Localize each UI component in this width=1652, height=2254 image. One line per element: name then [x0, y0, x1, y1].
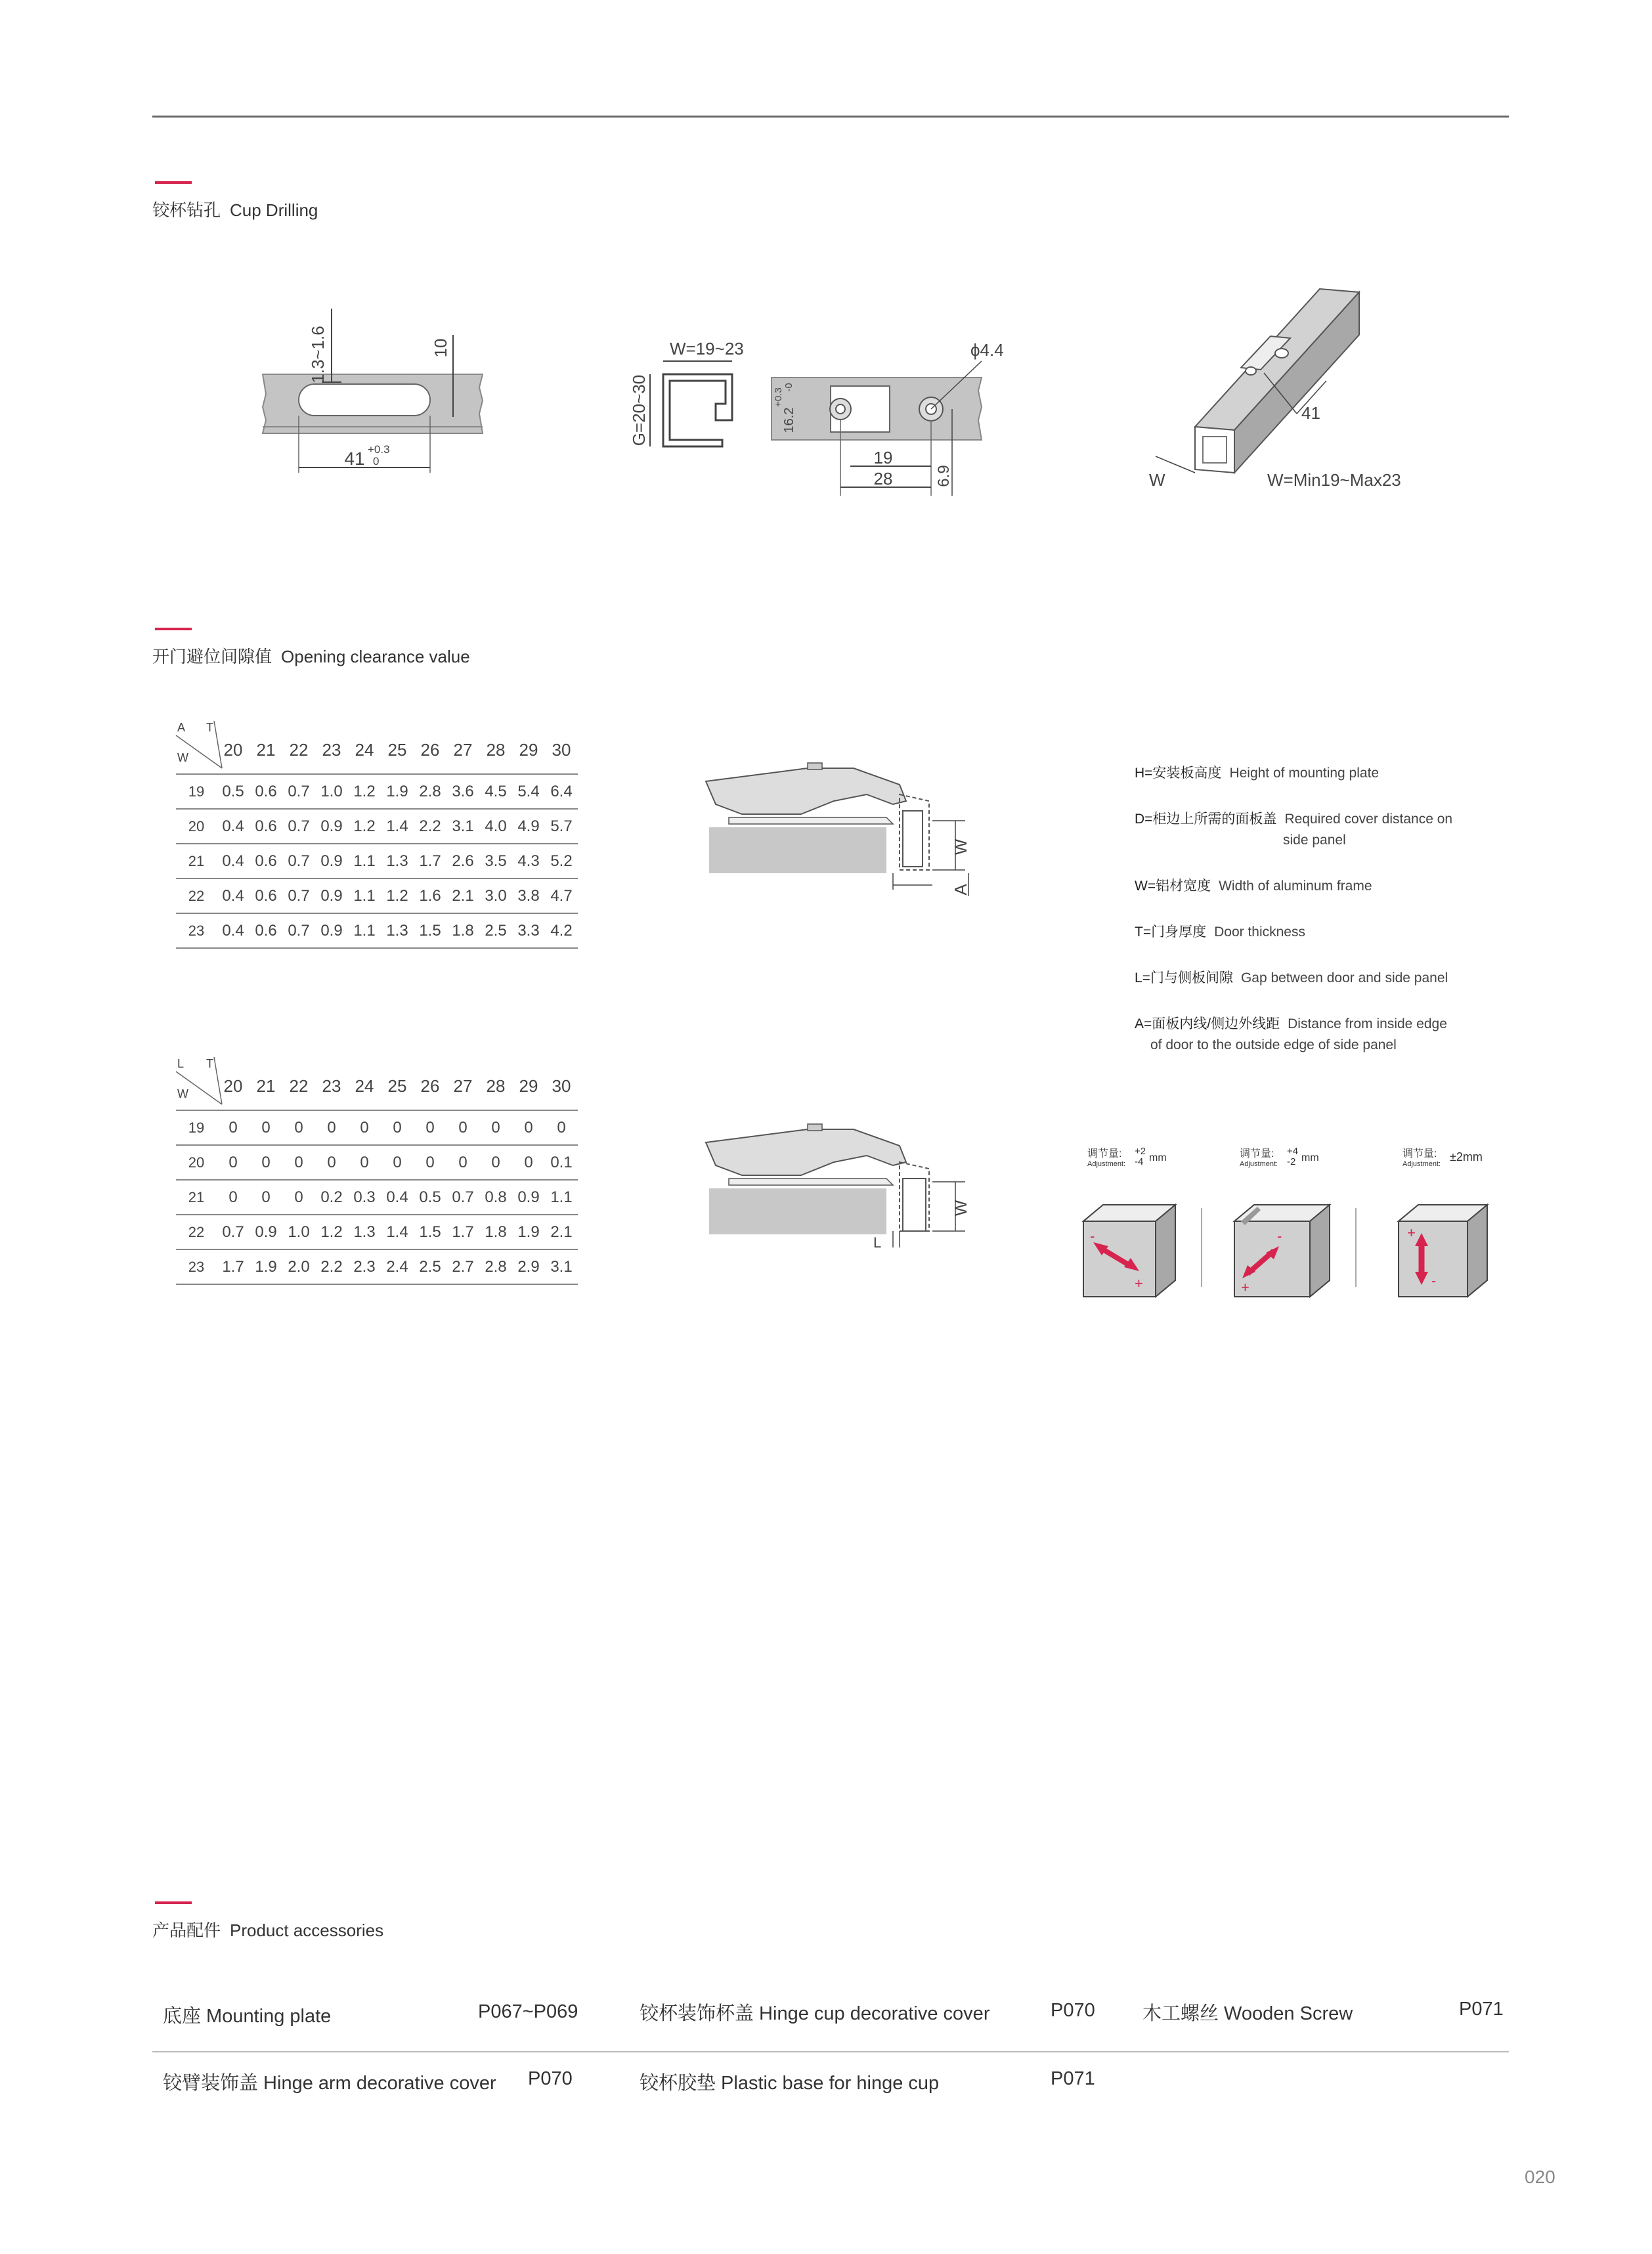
legend-key: D=柜边上所需的面板盖: [1135, 812, 1277, 827]
table-cell: 0.9: [320, 921, 343, 940]
legend-value: Distance from inside edge: [1288, 1016, 1447, 1031]
table-cell: 0.7: [222, 1223, 244, 1241]
table-cell: 1.7: [222, 1257, 244, 1276]
dim-69: 6.9: [935, 465, 953, 487]
table-cell: 4.2: [550, 921, 573, 940]
table-cell: 0: [261, 1188, 271, 1206]
table-cell: 1.2: [386, 886, 408, 905]
accessory-page: P071: [1459, 1999, 1504, 2020]
dim-w-range: W=19~23: [670, 339, 744, 358]
accessory-page: P070: [1051, 2000, 1095, 2021]
legend-value-cont: of door to the outside edge of side panel: [1150, 1037, 1397, 1052]
table-row: [176, 1145, 578, 1180]
row-header: 19: [188, 1119, 205, 1136]
svg-text:+: +: [1241, 1279, 1250, 1295]
table-cell: 1.3: [353, 1223, 376, 1241]
table-cell: 1.5: [419, 921, 441, 940]
table-cell: 2.4: [386, 1257, 408, 1276]
table-cell: 1.1: [353, 921, 376, 940]
legend-value-cont: side panel: [1283, 833, 1346, 848]
legend-item: [1135, 876, 1502, 897]
row-header: 23: [188, 922, 205, 939]
table-cell: 2.1: [452, 886, 474, 905]
dim-w: W: [1149, 470, 1165, 490]
table-cell: 0.6: [255, 921, 277, 940]
accessory-name: 铰杯胶垫 Plastic base for hinge cup: [640, 2073, 940, 2094]
svg-text:-: -: [1277, 1228, 1282, 1244]
table-cell: 0: [327, 1118, 336, 1137]
row-header: 22: [188, 887, 205, 904]
col-header: 24: [355, 1075, 374, 1096]
svg-text:Adjustment:: Adjustment:: [1402, 1160, 1441, 1168]
table-cell: 0.7: [288, 817, 310, 835]
row-header: 23: [188, 1258, 205, 1275]
table-cell: 0: [491, 1153, 500, 1171]
table-cell: 0: [393, 1118, 402, 1137]
dim-16-tol: +0.3: [773, 387, 784, 407]
col-header: 22: [289, 1075, 309, 1096]
table-cell: 1.3: [386, 852, 408, 870]
table-cell: 0.7: [288, 921, 310, 940]
legend-key: A=面板内线/侧边外线距: [1135, 1016, 1280, 1031]
table-cell: 0: [524, 1118, 533, 1137]
legend-key: T=门身厚度: [1135, 924, 1207, 940]
section-title-clearance: 开门避位间隙值 Opening clearance value: [152, 647, 470, 666]
table-cell: 0: [294, 1153, 303, 1171]
table-cell: 1.2: [320, 1223, 343, 1241]
legend-item: [1135, 968, 1502, 989]
table-cell: 2.9: [517, 1257, 540, 1276]
table-cell: 0: [524, 1153, 533, 1171]
table-row: [176, 774, 578, 809]
table-cell: 0.7: [288, 852, 310, 870]
svg-text:+: +: [1407, 1225, 1416, 1241]
table-cell: 2.5: [419, 1257, 441, 1276]
clearance-table-a: [176, 721, 578, 949]
col-header: 28: [486, 739, 506, 760]
table-cell: 2.3: [353, 1257, 376, 1276]
row-header: 19: [188, 783, 205, 800]
table-cell: 3.5: [485, 852, 507, 870]
table-cell: 0.4: [386, 1188, 408, 1206]
table-cell: 1.4: [386, 817, 408, 835]
table-cell: 0.4: [222, 852, 244, 870]
col-header: 23: [322, 1075, 341, 1096]
legend-key: L=门与侧板间隙: [1135, 970, 1233, 986]
table-cell: 0.7: [452, 1188, 474, 1206]
table-cell: 0.2: [320, 1188, 343, 1206]
table-cell: 0: [557, 1118, 566, 1137]
adjust-cube-1: [1083, 1146, 1175, 1297]
table-cell: 0: [294, 1188, 303, 1206]
table-cell: 2.7: [452, 1257, 474, 1276]
table-cell: 0.4: [222, 817, 244, 835]
legend-value: Required cover distance on: [1284, 812, 1453, 827]
table-cell: 0.9: [320, 852, 343, 870]
table-corner: A T W: [176, 721, 217, 774]
svg-text:Adjustment:: Adjustment:: [1087, 1160, 1126, 1168]
col-header: 26: [420, 1075, 440, 1096]
label-l: L: [873, 1234, 882, 1251]
top-rule: [152, 116, 1509, 118]
table-row: [176, 878, 578, 913]
dim-16: 16.2: [782, 407, 796, 433]
table-cell: 0.7: [288, 782, 310, 800]
legend-item: [1135, 922, 1502, 943]
page-number: 020: [1525, 2167, 1555, 2187]
row-header: 21: [188, 1188, 205, 1205]
table-header-row: [176, 721, 578, 774]
svg-text:-2: -2: [1287, 1156, 1296, 1167]
table-cell: 1.9: [386, 782, 408, 800]
table-row: [176, 1180, 578, 1215]
section-title-cup-drilling: 铰杯钻孔 Cup Drilling: [152, 200, 318, 220]
table-cell: 1.4: [386, 1223, 408, 1241]
row-header: 20: [188, 1154, 205, 1171]
table-cell: 4.9: [517, 817, 540, 835]
table-cell: 2.0: [288, 1257, 310, 1276]
table-cell: 0.9: [517, 1188, 540, 1206]
legend-item: [1135, 763, 1502, 784]
table-cell: 1.6: [419, 886, 441, 905]
table-cell: 5.4: [517, 782, 540, 800]
section-marker: [155, 181, 192, 184]
table-cell: 0.1: [550, 1153, 573, 1171]
table-cell: 0.5: [222, 782, 244, 800]
legend-value: Height of mounting plate: [1229, 766, 1380, 781]
table-cell: 0.4: [222, 886, 244, 905]
svg-text:调节量:: 调节量:: [1402, 1148, 1437, 1160]
dim-g-range: G=20~30: [629, 374, 649, 446]
table-cell: 0.6: [255, 817, 277, 835]
table-cell: 0: [327, 1153, 336, 1171]
col-header: 27: [453, 1075, 473, 1096]
table-cell: 0.6: [255, 852, 277, 870]
table-row: [176, 844, 578, 878]
accessory-page: P070: [528, 2068, 573, 2089]
section-title-accessories: 产品配件 Product accessories: [152, 1920, 384, 1940]
table-cell: 0: [261, 1118, 271, 1137]
svg-text:调节量:: 调节量:: [1087, 1148, 1122, 1160]
table-cell: 0: [360, 1153, 369, 1171]
label-a: A: [951, 884, 970, 896]
table-cell: 0.7: [288, 886, 310, 905]
drilling-diagram-isometric: [1129, 276, 1471, 499]
table-cell: 3.8: [517, 886, 540, 905]
svg-text:+: +: [1135, 1275, 1143, 1291]
table-cell: 4.7: [550, 886, 573, 905]
table-cell: 0: [228, 1118, 238, 1137]
table-cell: 4.0: [485, 817, 507, 835]
svg-text:-4: -4: [1135, 1156, 1144, 1167]
col-header: 20: [223, 739, 243, 760]
table-cell: 1.8: [485, 1223, 507, 1241]
legend-value: Gap between door and side panel: [1240, 970, 1448, 986]
table-cell: 0: [228, 1153, 238, 1171]
dim-16-tol0: -0: [783, 383, 794, 392]
table-cell: 0: [228, 1188, 238, 1206]
accessory-page: P067~P069: [478, 2001, 578, 2022]
dim-19: 19: [873, 448, 893, 467]
section-marker: [155, 1901, 192, 1904]
hinge-diagram-l: [703, 1116, 1018, 1261]
adjust-cube-2: [1234, 1146, 1330, 1297]
adjustment-panel: [1077, 1142, 1523, 1326]
table-row: [176, 1110, 578, 1145]
drilling-diagram-slot: [256, 295, 492, 519]
accessory-page: P071: [1051, 2068, 1095, 2089]
col-header: 25: [387, 1075, 407, 1096]
col-header: 22: [289, 739, 309, 760]
legend: [1135, 763, 1502, 1081]
svg-text:Adjustment:: Adjustment:: [1240, 1160, 1278, 1168]
svg-text:mm: mm: [1149, 1152, 1167, 1163]
table-cell: 3.6: [452, 782, 474, 800]
table-cell: 1.0: [288, 1223, 310, 1241]
col-header: 21: [256, 1075, 276, 1096]
table-cell: 0: [261, 1153, 271, 1171]
col-header: 24: [355, 739, 374, 760]
table-cell: 1.8: [452, 921, 474, 940]
dim-28: 28: [873, 469, 893, 488]
hinge-diagram-a: [703, 755, 1018, 899]
table-cell: 1.7: [452, 1223, 474, 1241]
table-cell: 1.2: [353, 817, 376, 835]
legend-value: Door thickness: [1214, 924, 1305, 940]
table-cell: 1.9: [517, 1223, 540, 1241]
table-cell: 2.2: [320, 1257, 343, 1276]
table-cell: 2.1: [550, 1223, 573, 1241]
table-cell: 0.8: [485, 1188, 507, 1206]
table-cell: 2.8: [419, 782, 441, 800]
table-cell: 3.1: [452, 817, 474, 835]
table-row: [176, 1249, 578, 1284]
table-row: [176, 809, 578, 844]
accessory-name: 木工螺丝 Wooden Screw: [1142, 2003, 1353, 2024]
col-header: 30: [552, 739, 571, 760]
table-cell: 1.9: [255, 1257, 277, 1276]
dim-depth: 10: [431, 338, 450, 358]
label-w: W: [951, 1200, 970, 1217]
svg-text:mm: mm: [1301, 1152, 1319, 1163]
table-cell: 0: [393, 1153, 402, 1171]
table-cell: 1.5: [419, 1223, 441, 1241]
col-header: 28: [486, 1075, 506, 1096]
table-cell: 0: [360, 1118, 369, 1137]
clearance-table-l: [176, 1057, 578, 1285]
table-cell: 4.3: [517, 852, 540, 870]
table-cell: 4.5: [485, 782, 507, 800]
table-cell: 3.0: [485, 886, 507, 905]
col-header: 20: [223, 1075, 243, 1096]
legend-key: W=铝材宽度: [1135, 878, 1211, 894]
table-header-row: [176, 1057, 578, 1110]
col-header: 29: [519, 1075, 538, 1096]
legend-key: H=安装板高度: [1135, 766, 1222, 781]
col-header: 30: [552, 1075, 571, 1096]
accessory-divider: [152, 2051, 1509, 2052]
table-cell: 5.7: [550, 817, 573, 835]
row-header: 21: [188, 852, 205, 869]
svg-text:调节量:: 调节量:: [1240, 1148, 1274, 1160]
section-marker: [155, 628, 192, 630]
table-cell: 0.9: [255, 1223, 277, 1241]
table-cell: 3.3: [517, 921, 540, 940]
col-header: 21: [256, 739, 276, 760]
label-w: W: [951, 838, 970, 856]
table-cell: 0: [491, 1118, 500, 1137]
table-cell: 0.6: [255, 782, 277, 800]
dim-tol: +0.3: [368, 443, 390, 456]
table-cell: 1.7: [419, 852, 441, 870]
table-row: [176, 913, 578, 948]
table-cell: 2.6: [452, 852, 474, 870]
table-cell: 0.3: [353, 1188, 376, 1206]
table-cell: 0: [425, 1118, 435, 1137]
accessory-name: 底座 Mounting plate: [163, 2006, 332, 2027]
table-cell: 2.2: [419, 817, 441, 835]
table-cell: 1.1: [550, 1188, 573, 1206]
accessory-name: 铰臂装饰盖 Hinge arm decorative cover: [163, 2073, 496, 2094]
row-header: 22: [188, 1223, 205, 1240]
col-header: 26: [420, 739, 440, 760]
col-header: 27: [453, 739, 473, 760]
svg-text:-: -: [1090, 1228, 1095, 1244]
legend-value: Width of aluminum frame: [1219, 878, 1372, 894]
drilling-diagram-profile: [624, 315, 1004, 512]
table-row: [176, 1215, 578, 1249]
adjust-cube-3: [1399, 1148, 1487, 1297]
row-header: 20: [188, 817, 205, 834]
table-cell: 0.5: [419, 1188, 441, 1206]
table-corner: L T W: [176, 1057, 217, 1110]
svg-text:±2mm: ±2mm: [1450, 1150, 1483, 1163]
table-cell: 0.4: [222, 921, 244, 940]
table-cell: 1.3: [386, 921, 408, 940]
table-cell: 0: [458, 1153, 467, 1171]
table-cell: 0: [425, 1153, 435, 1171]
dim-gap: 1.3~1.6: [308, 326, 328, 383]
table-cell: 1.2: [353, 782, 376, 800]
col-header: 23: [322, 739, 341, 760]
table-cell: 1.1: [353, 852, 376, 870]
legend-item: [1135, 809, 1502, 851]
table-cell: 2.5: [485, 921, 507, 940]
legend-item: [1135, 1014, 1502, 1056]
table-cell: 1.1: [353, 886, 376, 905]
col-header: 29: [519, 739, 538, 760]
col-header: 25: [387, 739, 407, 760]
svg-text:-: -: [1431, 1272, 1437, 1289]
dim-width: 41: [344, 448, 365, 469]
dim-w-range: W=Min19~Max23: [1267, 470, 1401, 490]
table-cell: 2.8: [485, 1257, 507, 1276]
table-cell: 3.1: [550, 1257, 573, 1276]
table-cell: 0.9: [320, 886, 343, 905]
table-cell: 0.6: [255, 886, 277, 905]
table-cell: 5.2: [550, 852, 573, 870]
table-cell: 1.0: [320, 782, 343, 800]
dim-41: 41: [1301, 403, 1320, 423]
accessory-name: 铰杯装饰杯盖 Hinge cup decorative cover: [640, 2003, 990, 2024]
table-cell: 0: [458, 1118, 467, 1137]
table-cell: 0.9: [320, 817, 343, 835]
dim-phi: ϕ4.4: [970, 340, 1004, 360]
dim-tol-zero: 0: [373, 455, 380, 467]
svg-text:+4: +4: [1287, 1146, 1299, 1157]
table-cell: 6.4: [550, 782, 573, 800]
svg-text:+2: +2: [1135, 1146, 1146, 1157]
table-cell: 0: [294, 1118, 303, 1137]
